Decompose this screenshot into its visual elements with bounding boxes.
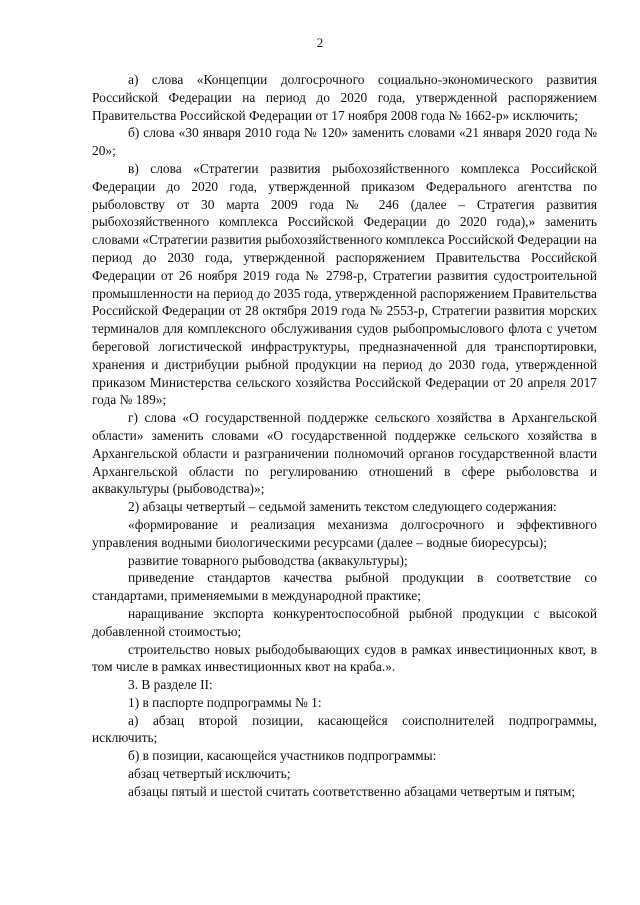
paragraph-quote-standards: приведение стандартов качества рыбной продукции в соответствие со стандартами, применяемыми в международной практике; — [92, 570, 597, 604]
paragraph-a-remove-abstract: а) абзац второй позиции, касающейся соисполнителей подпрограммы, исключить; — [92, 712, 597, 746]
paragraph-remove-fourth: абзац четвертый исключить; — [128, 766, 291, 782]
document-body — [92, 71, 597, 801]
paragraph-1-passport: 1) в паспорте подпрограммы № 1: — [128, 694, 322, 710]
page-number: 2 — [316, 35, 324, 50]
paragraph-a-remove-concept: а) слова «Концепции долгосрочного социально-экономического развития Российской Федерации на период до 2020 года, утвержденной распоряжением Правительства Российской Федерации от 17 ноября 2008 года № 1662-р» исключить; — [92, 72, 597, 123]
paragraph-3-section-2: 3. В разделе II: — [128, 677, 213, 693]
paragraph-quote-management: «формирование и реализация механизма долгосрочного и эффективного управления водными биологическими ресурсами (далее – водные биоресурсы); — [92, 516, 597, 550]
paragraph-2-replace-abstracts: 2) абзацы четвертый – седьмой заменить текстом следующего содержания: — [128, 499, 557, 515]
paragraph-v-replace-strategy: в) слова «Стратегии развития рыбохозяйственного комплекса Российской Федерации до 2020 года, утвержденной приказом Федерального агентства по рыболовству от 30 марта 2009 года № 246 (далее – Стратегия развития рыбохозяйственного комплекса Российской Федерации до 2020 года),» заменить словами «Стратегии развития рыбохозяйственного комплекса Российской Федерации на период до 2030 года, утвержденной распоряжением Правительства Российской Федерации от 26 ноября 2019 года № 2798-р, Стратегии развития судостроительной промышленности на период до 2035 года, утвержденной распоряжением Правительства Российской Федерации от 28 октября 2019 года № 2553-р, Стратегии развития морских терминалов для комплексного обслуживания судов рыбопромыслового флота с учетом береговой логистической инфраструктуры, предназначенной для транспортировки, хранения и дистрибуции рыбной продукции на период до 2030 года, утвержденной приказом Министерства сельского хозяйства Российской Федерации от 20 апреля 2017 года № 189»; — [92, 160, 597, 408]
paragraph-renumber: абзацы пятый и шестой считать соответственно абзацами четвертым и пятым; — [128, 783, 576, 799]
paragraph-quote-shipbuilding: строительство новых рыбодобывающих судов в рамках инвестиционных квот, в том числе в рамках инвестиционных квот на краба.». — [92, 641, 597, 675]
paragraph-quote-export: наращивание экспорта конкурентоспособной рыбной продукции с высокой добавленной стоимостью; — [92, 605, 597, 639]
paragraph-b-participants: б) в позиции, касающейся участников подпрограммы: — [128, 748, 437, 764]
paragraph-quote-aquaculture: развитие товарного рыбоводства (аквакультуры); — [128, 552, 408, 568]
paragraph-b-replace-date: б) слова «30 января 2010 года № 120» заменить словами «21 января 2020 года № 20»; — [92, 125, 597, 159]
paragraph-g-replace-law-title: г) слова «О государственной поддержке сельского хозяйства в Архангельской области» заменить словами «О государственной поддержке сельского хозяйства в Архангельской области и разграничении полномочий органов государственной власти Архангельской области по регулированию отношений в сфере рыболовства и аквакультуры (рыбоводства)»; — [92, 410, 597, 497]
